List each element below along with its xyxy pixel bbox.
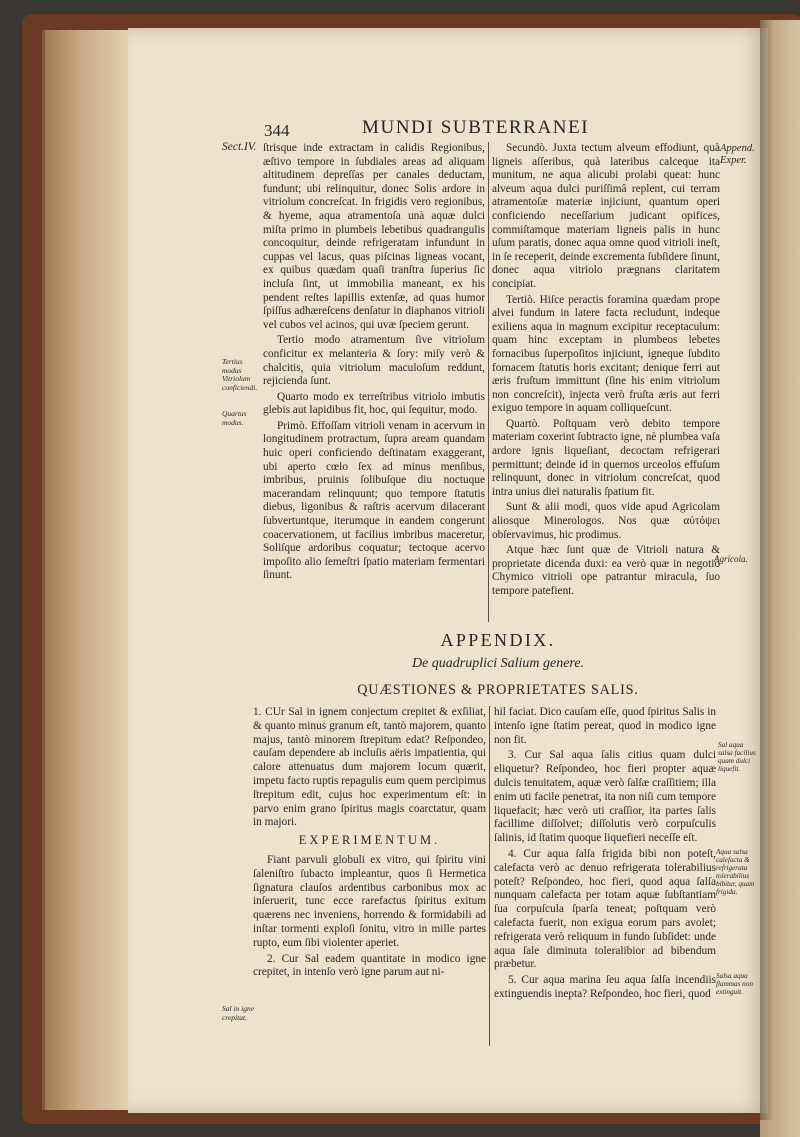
questions-title: QUÆSTIONES & PROPRIETATES SALIS. [357,682,639,698]
margin-agricola: Agricola. [714,554,748,564]
question-2: 2. Cur Sal eadem quantitate in modico igne crepitet, in intenſo verò igne parum aut ni- [253,952,486,979]
margin-sect: Sect.IV. [222,141,257,153]
margin-append-exper: Append. Exper. [720,143,755,166]
right-column [492,142,720,601]
margin-q5: Salsa aqua flammas non extinguit. [716,972,753,996]
running-head: MUNDI SUBTERRANEI [362,117,590,138]
margin-q4: Aqua salsa calefacta & refrigerata tolerabilius bibitur, quam frigida. [716,848,755,896]
right-paragraph: Sunt & alii modi, quos vide apud Agricolam aliosque Minerologos. Nos quæ αὐτόψει obſervavimus, hic prodimus. [492,501,720,541]
question-4: 4. Cur aqua ſalſa frigida bibi non poteſt, calefacta verò ac denuo refrigerata tolerabilius poteſt? Reſpondeo, hoc fieri, quod aqua ſalſa nunquam calefacta per totam aquæ ſubſtantiam ſua corpuſcula ſparſa teneat; poſtquam verò calefacta fuerit, non exigua eorum pars avolet; refrigerata verò reliquum in fundo ſubſidet: unde aqua ſale diminuta toleralibior ad bibendum præbetur. [494,847,716,971]
margin-sal-crepitat: Sal in igne crepitat. [222,1004,255,1022]
question-3: 3. Cur Sal aqua ſalis citius quam dulci eliquetur? Reſpondeo, hoc fieri propter aquæ dulcis tenuitatem, aquæ verò ſalſæ craſſitiem; illa enim uti facile penetrat, ita non niſi cum tempore liquefacit; hæc verò uti craſſior, ita partes ſalis facillime diſſolvet; diſſolutis verò corpuſculis ſalinis, id ſtatim quoque liquefieri neceſſe eſt. [494,749,716,845]
left-paragraph: Quarto modo ex terreſtribus vitriolo imbutis glebis aut lapidibus fit, hoc, qui ſequitur, modo. [263,390,485,417]
right-paragraph: Atque hæc ſunt quæ de Vitrioli natura & proprietate dicenda duxi: ea verò quæ in negotio Chymico vitrioli ope patrantur miracula, ſuo tempore patefient. [492,544,720,597]
margin-quartus-modus: Quartus modus. [222,409,247,427]
question-5: 5. Cur aqua marina ſeu aqua ſalſa incendiis extinguendis inepta? Reſpondeo, hoc fieri, quod [494,974,716,1000]
appendix-title: APPENDIX. [440,630,556,650]
right-paragraph: Quartò. Poſtquam verò debito tempore materiam coxerint ſubtracto igne, nè plumbea vaſa ardore ignis liqueſiant, decoctam refrigerari permittunt; deinde id in quernos urceolos effuſum relinquunt, donec in vitriolum concreſcat, quod intra unius diei naturalis ſpatium fit. [492,417,720,498]
question-1: 1. CUr Sal in ignem conjectum crepitet & exſiliat, & quanto minus granum eſt, tantò majorem, quanto majus, tantò minorem ſtrepitum edat? Reſpondeo, cauſam dependere ab incluſis aëris impatientia, qui calore attenuatus dum majorem locum quærit, impetu facto ruptis repagulis eum quem percipimus ſtrepitum edit, cujus hoc experimentum eſt: in parvo enim grano ſpiritus magis coarctatur, quam in majori. [253,706,486,829]
appendix-left-column [253,706,486,982]
page-number: 344 [264,121,290,140]
right-paragraph: Secundò. Juxta tectum alveum effodiunt, quà ligneis aſſeribus, quà lateribus calceque ita munitum, ne aqua alicubi prolabi queat: hunc alveum aqua dulci puriſſimâ replent, cui terram atramentoſæ materiæ injiciunt, quantum operi conficiendo neceſſarium judicant opifices, commiſtamque materiam ligneis palis in hunc uſum paratis, donec aqua omne quod vitrioli ineſt, in ſe receperit, deinde excrementa ſubſidere ſinunt, donec aqua vitriolo prægnans claritatem concipiat. [492,142,720,290]
right-paragraph: Tertiò. Hiſce peractis foramina quædam prope alvei fundum in latere facta recludunt, indeque exiliens aqua in magnum excipitur receptaculum: quam hinc exceptam in plumbeos lebetes fornacibus ſuperpoſitos injiciunt, igneque ſubdito fornacem ſtatutis horis excitant; denique ferri aut æris fruſtum immittunt (ſine his enim vitriolum non concreſcit), injecta verò fruſta æris aut ferri exiguo tempore in aquam colliqueſcunt. [492,293,720,415]
left-paragraph: Tertio modo atramentum ſive vitriolum conficitur ex melanteria & ſory: miſy verò & chalcitis, quia vitriolum maculoſum reddunt, rejicienda ſunt. [263,334,485,388]
left-paragraph: Primò. Effoſſam vitrioli venam in acervum in longitudinem protractum, ſupra aream quandam huic operi conficiendo deſtinatam exaggerant, ubi aperto cœlo ſex ad minus menſibus, imbribus, pruinis ſolibuſque diu noctuque macerandam relinquunt; quo tempore ſtatutis diebus, ligonibus & raſtris acervum dilacerant ſubvertuntque, iterumque in eandem congerunt coacervationem, ut facilius imbribus maceretur, Soliſque ardoribus coquatur; tectoque acervo impoſito alio ſemeſtri ſpatio materiam fermentari ſinunt. [263,419,485,582]
margin-q3: Sal aqua salsa facilius quam dulci liquefit. [718,741,756,773]
margin-tertius-modus: Tertius modus Vitriolum conficiendi. [222,357,258,392]
left-column [263,142,485,585]
experiment-text: Fiant parvuli globuli ex vitro, qui ſpiritu vini ſaleniſtro ſubacto impleantur, quos ſi Hermetica ſignatura clauſos ardentibus carbonibus mox ac inſeruerit, tunc ecce rarefactus ſpiritus exitum quærens nec inveniens, horrendo & formidabili ad inſtar tormenti exploſi ſonitu, vitro in mille partes rupto, eum ſibi violenter aperiet. [253,853,486,949]
experiment-heading: EXPERIMENTUM. [298,833,441,848]
column-rule [488,142,489,622]
gutter-shadow [760,20,774,1120]
question-2-continued: hil faciat. Dico cauſam eſſe, quod ſpiritus Salis in intenſo igne ſtatim pereat, quod in modico igne non fit. [494,706,716,746]
appendix-subtitle: De quadruplici Salium genere. [411,656,585,671]
page-edges [42,30,135,1110]
column-rule-2 [489,706,490,1046]
appendix-right-column [494,706,716,1004]
left-paragraph: ſtrisque inde extractam in calidis Regionibus, æſtivo tempore in ſubdiales areas ad aliquam altitudinem depreſſas per canales deductam, fundunt; ubi relinquitur, donec Solis ardore in vitriolum concreſcat. In frigidis vero regionibus, & hyeme, aqua atramentoſa unà aquæ dulci miſta primo in plumbeis lebetibus quadrangulis concoquitur, deinde refrigeratam infundunt in cuppas vel lacus, quas piſcinas ligneas vocant, ex quibus quædam quaſi tranſtra ſuperius ſic incluſa ſint, ut immobilia maneant, ex his pendent reſtes lapillis extenſæ, ad quas humor ſpiſſus adhæreſcens denſatur in diaphanos vitrioli vel cubos vel acinos, qui uvæ ſpeciem gerunt. [263,142,485,331]
